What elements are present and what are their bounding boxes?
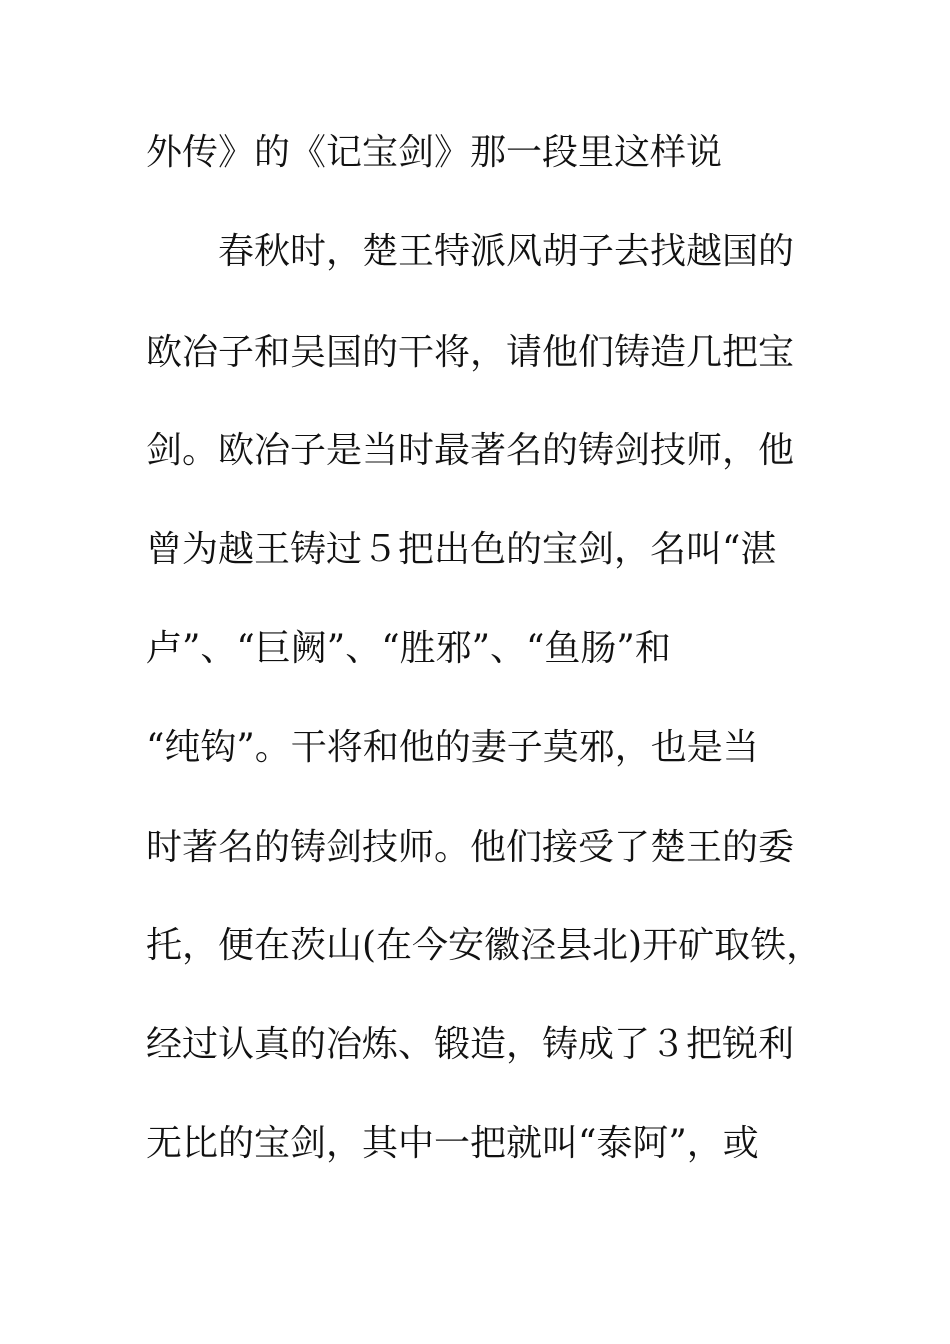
text-line-11: 无比的宝剑，其中一把就叫“泰阿”，或 <box>146 1123 759 1164</box>
text-line-4: 剑。欧冶子是当时最著名的铸剑技师，他 <box>146 430 795 471</box>
text-line-9: 托，便在茨山(在今安徽泾县北)开矿取铁， <box>146 925 823 966</box>
text-line-8: 时著名的铸剑技师。他们接受了楚王的委 <box>146 827 795 868</box>
text-line-7: “纯钩”。干将和他的妻子莫邪，也是当 <box>146 727 759 768</box>
text-line-6: 卢”、“巨阙”、“胜邪”、“鱼肠”和 <box>146 628 671 669</box>
text-line-1: 外传》的《记宝剑》那一段里这样说 <box>146 132 723 173</box>
text-line-3: 欧冶子和吴国的干将，请他们铸造几把宝 <box>146 332 795 373</box>
text-line-5: 曾为越王铸过５把出色的宝剑，名叫“湛 <box>146 529 777 570</box>
text-line-2: 春秋时，楚王特派风胡子去找越国的 <box>218 231 795 272</box>
text-line-10: 经过认真的冶炼、锻造，铸成了３把锐利 <box>146 1024 795 1065</box>
